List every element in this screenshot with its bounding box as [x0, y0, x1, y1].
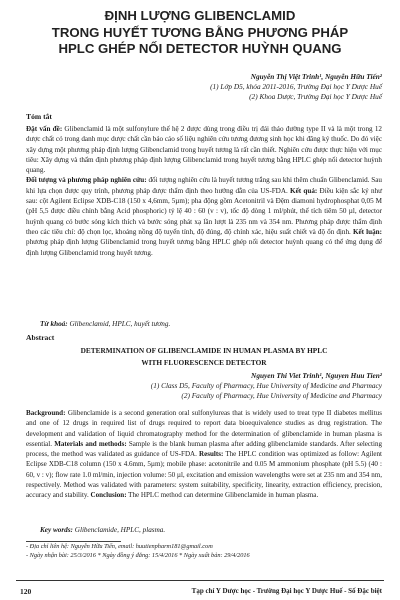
english-title: [26, 345, 382, 368]
keywords-text: Glibenclamid, HPLC, huyết tương.: [67, 320, 171, 328]
title-line: ĐỊNH LƯỢNG GLIBENCLAMID: [104, 8, 296, 23]
results-label: Kết quả:: [290, 186, 318, 195]
vietnamese-title: [20, 8, 380, 58]
abstract-vi-body: [26, 124, 382, 258]
keywords-label: Key words:: [40, 526, 73, 534]
page-number: 120: [20, 587, 32, 596]
conclusion-text: The HPLC method can determine Glibenclamide in human plasma.: [126, 491, 319, 500]
background-text: Glibenclamid là một sulfonylure thế hệ 2 được dùng trong điều trị đái tháo đường type II và là một trong 12 dược chất có trong danh mục dược chất cần báo cáo số liệu nghiên cứu tương đương sinh học khi đăng ký thuốc. Do đó việc xây dựng một phương pháp định lượng Glibenclamid trong huyết tương là rất cần thiết. Nghiên cứu được thực hiện với mục tiêu: Xây dựng và thẩm định phương pháp định lượng Glibenclamid trong huyết tương bằng HPLC ghép nối detector huỳnh quang.: [26, 125, 382, 175]
footnotes: [26, 543, 382, 560]
title-line: HPLC GHÉP NỐI DETECTOR HUỲNH QUANG: [58, 41, 342, 56]
methods-text: Sample is the blank human plasma after adding glibenclamide standards. After selecting process, the method was validated as guidance of US-FDA.: [26, 439, 383, 459]
footer-divider: [16, 580, 384, 581]
footnote-divider: [26, 541, 121, 542]
dates-footnote: - Ngày nhận bài: 25/3/2016 * Ngày đồng ý đăng: 15/4/2016 * Ngày xuất bản: 29/4/2016: [26, 551, 250, 559]
background-text: Glibenclamide is a second generation oral sulfonylureas that is widely used to treat type II diabetes mellitus and one of 12 drugs in required list of drugs required to report data bioequivalence studies as drug registration. The development and validation of liquid chromatography method for the determination of glibenclamide in human plasma is essential.: [26, 409, 382, 448]
contact-footnote: - Địa chỉ liên hệ: Nguyễn Hữu Tiến, email: huutienpharm181@gmail.com: [26, 543, 213, 550]
keywords-label: Từ khoá:: [40, 320, 68, 328]
keywords-text: Glibenclamide, HPLC, plasma.: [72, 526, 166, 534]
affiliation-2: (2) Faculty of Pharmacy, Hue University of Medicine and Pharmacy: [181, 391, 382, 400]
results-label: Results:: [199, 450, 224, 459]
methods-label: Materials and methods:: [54, 439, 127, 448]
author-names: Nguyen Thi Viet Trinh¹, Nguyen Huu Tien²: [251, 371, 382, 380]
conclusion-text: phương pháp định lượng Glibenclamid trong huyết tương bằng HPLC ghép nối detector huỳnh quang có thể ứng dụng để định lượng Glibenclamid trong huyết tương.: [26, 238, 382, 257]
conclusion-label: Conclusion:: [90, 491, 127, 500]
english-authors: [151, 371, 382, 401]
affiliation-1: (1) Class D5, Faculty of Pharmacy, Hue University of Medicine and Pharmacy: [150, 381, 382, 390]
methods-text: đối tượng nghiên cứu là huyết tương trắng sau khi thêm chuẩn Glibenclamid. Sau khi lựa chọn được quy trình, phương pháp được thẩm định theo hướng dẫn của US-FDA.: [26, 176, 382, 195]
title-line: WITH FLUORESCENCE DETECTOR: [141, 357, 267, 367]
author-names: Nguyễn Thị Việt Trinh¹, Nguyễn Hữu Tiến²: [250, 72, 382, 81]
keywords-en: [40, 526, 165, 534]
affiliation-1: (1) Lớp D5, khóa 2011-2016, Trường Đại học Y Dược Huế: [210, 82, 382, 91]
journal-running-footer: Tạp chí Y Dược học - Trường Đại học Y Dược Huế - Số Đặc biệt: [191, 587, 382, 595]
abstract-en-body: [26, 408, 382, 501]
abstract-vi-heading: Tóm tắt: [26, 112, 52, 121]
conclusion-label: Kết luận:: [352, 227, 382, 236]
keywords-vi: [40, 320, 170, 328]
background-label: Đặt vấn đề:: [26, 125, 63, 133]
vietnamese-authors: [210, 72, 382, 102]
results-text: The HPLC condition was optimized as follow: Agilent Eclipse XDB-C18 column (150 x 4.6mm, 5µm); mobile phase: acetonitrile and 0.05 M ammonium phosphate (pH 5.5) (40 : 60, v : v); flow rate 1.0 ml/min, injection volume: 50 µl, excitation and emission wavelengths were set at 235 nm and 354 nm, respectively. Method was validated with parameters: system suitability, specificity, linearity, extraction efficiency, precision, accuracy and stability.: [26, 450, 382, 500]
methods-label: Đối tượng và phương pháp nghiên cứu:: [26, 176, 147, 185]
results-text: Điều kiện sắc ký như sau: cột Agilent Eclipse XDB-C18 (150 x 4,6mm, 5µm); pha động gồm Acetonitril và Đệm diamoni hydrophosphat 0,05 M (pH 5,5 được điều chỉnh bằng Acid phosphoric) tỷ lệ 40 : 60 (v : v), tốc độ dòng 1 ml/phút, thể tích tiêm 50 µl, detector huỳnh quang có bước sóng kích thích và bước sóng phát xạ lần lượt là 235 nm và 354 nm. Phương pháp được thẩm định theo các tiêu chí: độ chọn lọc, khoảng nồng độ tuyến tính, độ đúng, độ chính xác, hiệu suất chiết và độ ổn định.: [26, 186, 382, 236]
affiliation-2: (2) Khoa Dược, Trường Đại học Y Dược Huế: [249, 92, 382, 101]
background-label: Background:: [26, 409, 66, 417]
abstract-en-heading: Abstract: [26, 333, 55, 342]
title-line: TRONG HUYẾT TƯƠNG BẰNG PHƯƠNG PHÁP: [51, 24, 349, 40]
title-line: DETERMINATION OF GLIBENCLAMIDE IN HUMAN PLASMA BY HPLC: [80, 346, 328, 355]
